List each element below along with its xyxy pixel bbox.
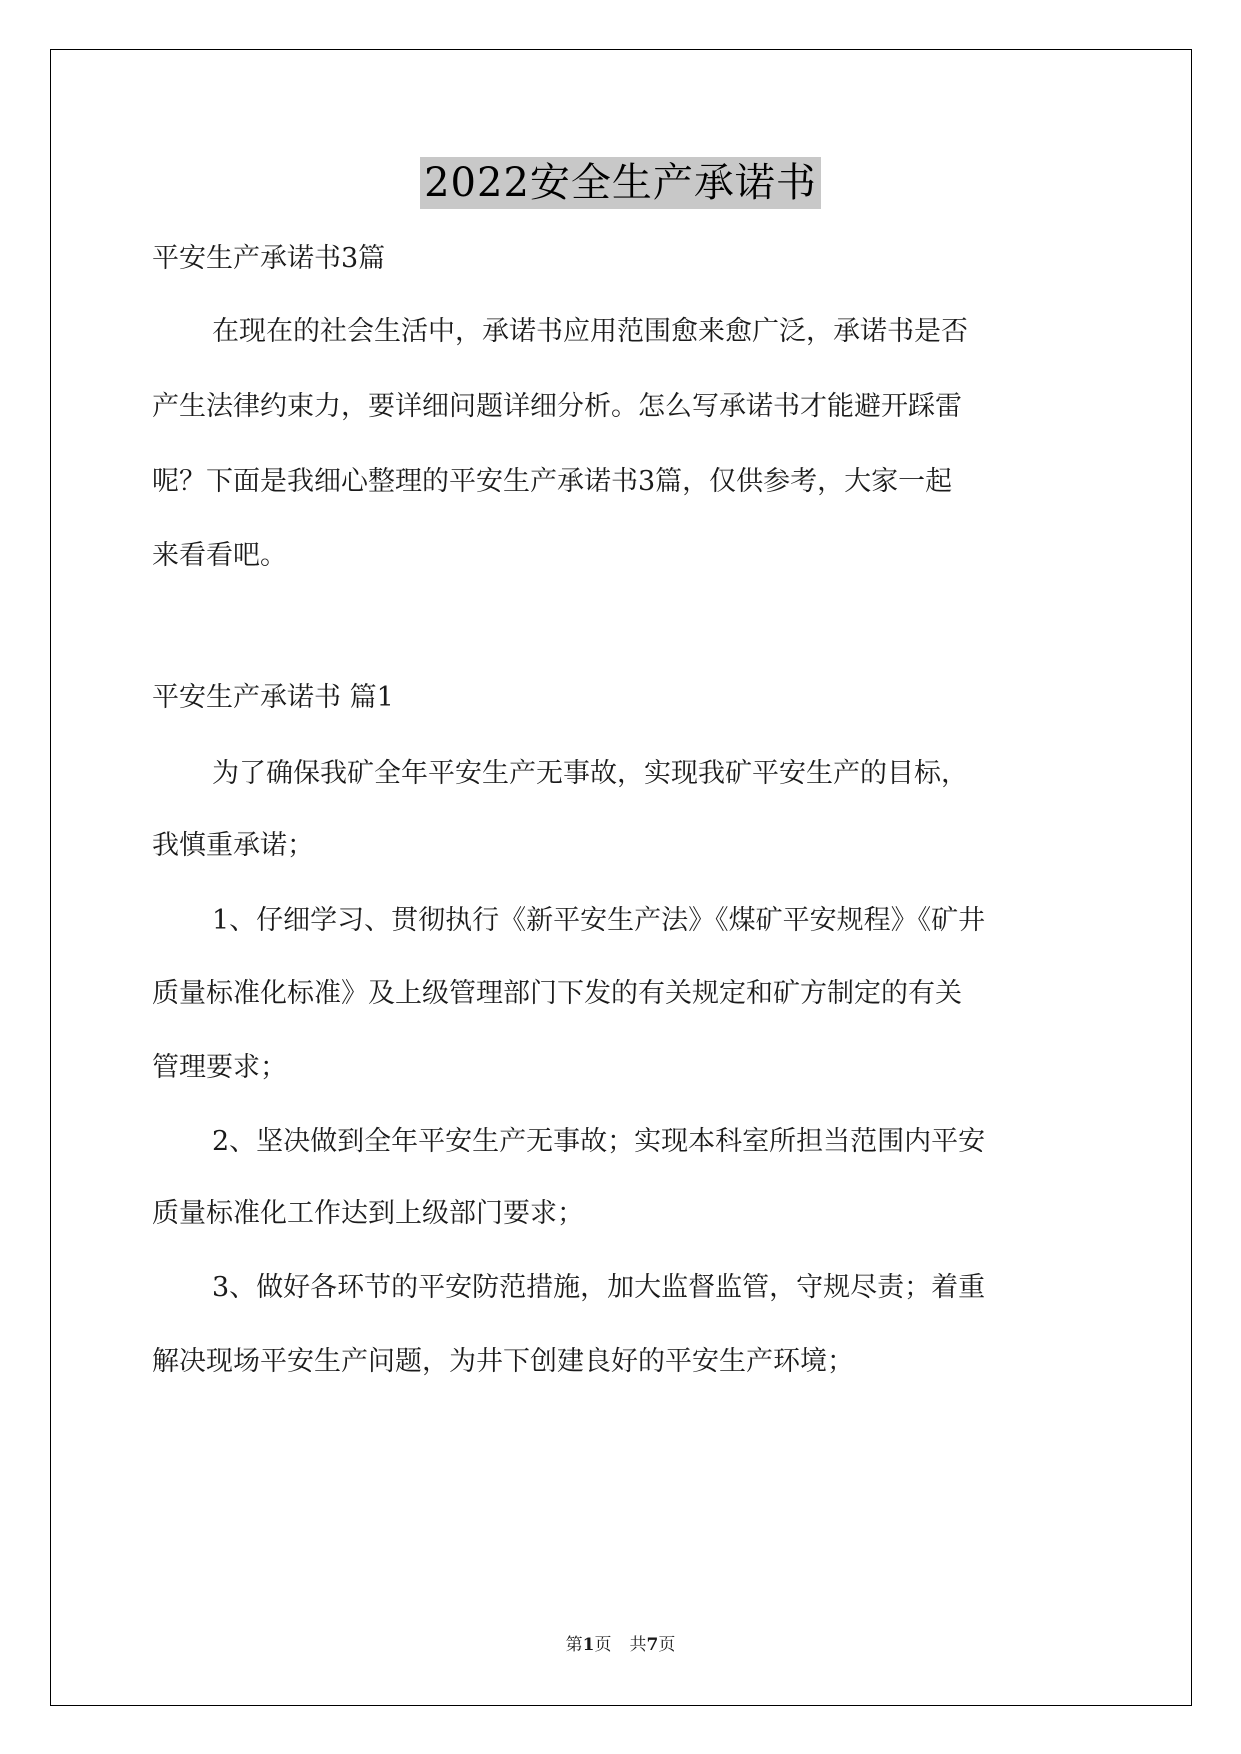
- paragraph-line: 在现在的社会生活中，承诺书应用范围愈来愈广泛，承诺书是否: [212, 316, 968, 347]
- total-suffix: 页: [658, 1635, 676, 1655]
- paragraph-line: 管理要求；: [152, 1052, 287, 1083]
- paragraph-line: 解决现场平安生产问题，为井下创建良好的平安生产环境；: [152, 1346, 854, 1377]
- paragraph-line: 3、做好各环节的平安防范措施，加大监督监管，守规尽责；着重: [212, 1272, 986, 1303]
- paragraph-line: 2、坚决做到全年平安生产无事故；实现本科室所担当范围内平安: [212, 1126, 986, 1157]
- paragraph-line: 产生法律约束力，要详细问题详细分析。怎么写承诺书才能避开踩雷: [152, 391, 962, 422]
- page-number: 1: [582, 1635, 595, 1655]
- paragraph-line: 1、仔细学习、贯彻执行《新平安生产法》《煤矿平安规程》《矿井: [212, 905, 986, 936]
- total-prefix: 共: [629, 1635, 647, 1655]
- page-prefix: 第: [565, 1635, 583, 1655]
- title-container: [0, 157, 1241, 209]
- section-heading: 平安生产承诺书 篇1: [152, 682, 394, 713]
- page-footer: [0, 1630, 1241, 1655]
- paragraph-line: 质量标准化工作达到上级部门要求；: [152, 1198, 584, 1229]
- page-border: [50, 49, 1192, 1706]
- paragraph-line: 来看看吧。: [152, 540, 287, 571]
- paragraph-line: 质量标准化标准》及上级管理部门下发的有关规定和矿方制定的有关: [152, 978, 962, 1009]
- total-pages: 7: [646, 1635, 659, 1655]
- paragraph-line: 呢？下面是我细心整理的平安生产承诺书3篇，仅供参考，大家一起: [152, 466, 953, 497]
- paragraph-line: 为了确保我矿全年平安生产无事故，实现我矿平安生产的目标，: [212, 758, 968, 789]
- paragraph-line: 我慎重承诺；: [152, 830, 314, 861]
- document-title: 2022安全生产承诺书: [420, 157, 821, 209]
- section-heading: 平安生产承诺书3篇: [152, 243, 386, 274]
- page-suffix: 页: [594, 1635, 612, 1655]
